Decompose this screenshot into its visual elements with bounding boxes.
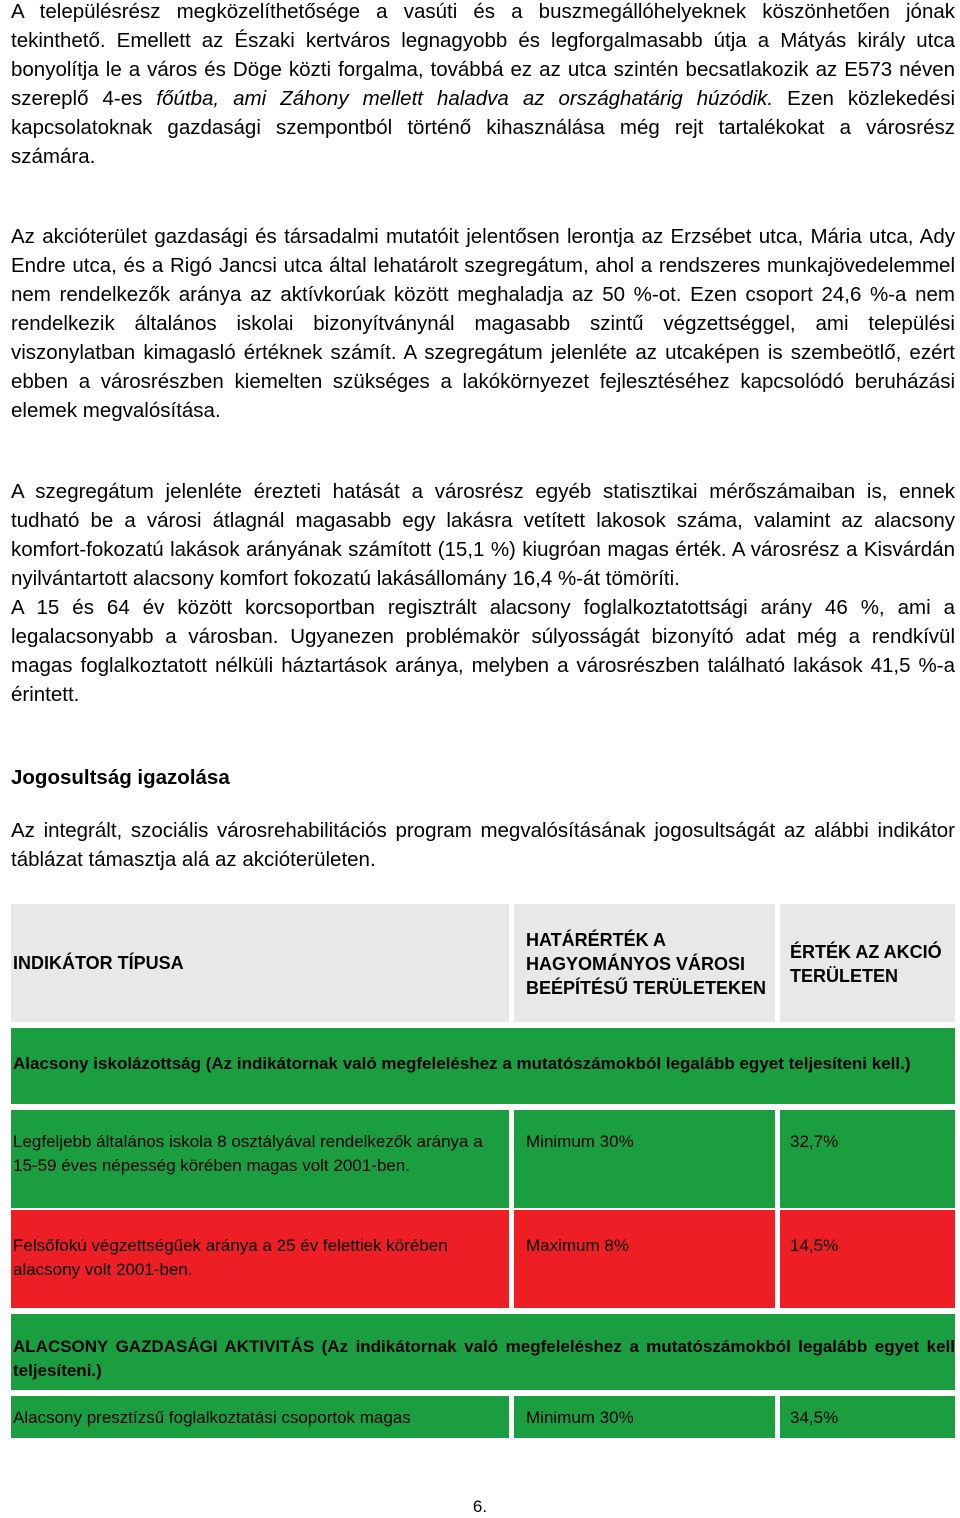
header-value-label: ÉRTÉK AZ AKCIÓTERÜLETEN (790, 942, 942, 986)
paragraph-transport-part-1: A településrész megközelíthetősége a vasúti és a buszmegállóhelyeknek köszönhetően jónak tekinthető. Emellett az Északi kertváros legnagyobb és legforgalmasabb útja a Mátyás király utca bonyolítja le a város és Döge közti forgalma, továbbá ez az utca szintén becsatlakozik az E573 néven szereplő 4-es (11, 0, 955, 110)
section-low-activity-row (11, 1314, 955, 1390)
row1-threshold: Minimum 30% (514, 1110, 775, 1208)
paragraph-transport (11, 0, 955, 171)
table-header-row (11, 904, 955, 1022)
page-number: 6. (472, 1497, 488, 1516)
section-low-activity-title: ALACSONY GAZDASÁGI AKTIVITÁS (Az indikátornak való megfeleléshez a mutatószámokból legalább egyet kell teljesíteni.) (13, 1337, 955, 1380)
paragraph-statistics-block (11, 477, 955, 709)
header-value (780, 904, 955, 1022)
paragraph-employment: A 15 és 64 év között korcsoportban regisztrált alacsony foglalkoztatottsági arány 46 %, ami a legalacsonyabb a városban. Ugyanezen problémakör súlyosságát bizonyító adat még a rendkívül magas foglalkoztatott nélküli háztartások aránya, melyben a városrészben található lakások 41,5 %-a érintett. (11, 596, 955, 706)
section-low-education-row (11, 1028, 955, 1104)
table-row (11, 1396, 955, 1438)
header-indicator-type (11, 904, 509, 1022)
paragraph-eligibility: Az integrált, szociális városrehabilitációs program megvalósításának jogosultságát az alábbi indikátor táblázat támasztja alá az akcióterületen. (11, 819, 955, 871)
section-low-education-title: Alacsony iskolázottság (Az indikátornak való megfeleléshez a mutatószámokból legalább egyet teljesíteni kell.) (13, 1054, 911, 1073)
section-heading: Jogosultság igazolása (11, 766, 230, 789)
paragraph-segregation: Az akcióterület gazdasági és társadalmi mutatóit jelentősen lerontja az Erzsébet utca, Mária utca, Ady Endre utca, és a Rigó Jancsi utca által lehatárolt szegregátum, ahol a rendszeres munkajövedelemmel nem rendelkezők aránya az aktívkorúak között meghaladja az 50 %-ot. Ezen csoport 24,6 %-a nem rendelkezik általános iskolai bizonyítványnál magasabb szintű végzettséggel, ami települési viszonylatban kimagasló értéknek számít. A szegregátum jelenléte az utcaképen is szembeötlő, ezért ebben a városrészben kiemelten szükséges a lakókörnyezet fejlesztéséhez kapcsolódó beruházási elemek megvalósítása. (11, 225, 955, 422)
row2-value: 14,5% (780, 1210, 955, 1308)
table-row (11, 1110, 955, 1208)
row1-value: 32,7% (780, 1110, 955, 1208)
row2-indicator: Felsőfokú végzettségűek aránya a 25 év felettiek körében alacsony volt 2001-ben. (11, 1210, 509, 1308)
row3-threshold: Minimum 30% (514, 1396, 775, 1438)
paragraph-transport-part-3: Ezen közlekedési kapcsolatoknak gazdasági szempontból történő kihasználása még rejt tartalékokat a városrész számára. (11, 87, 955, 168)
paragraph-transport-part-2: főútba, ami Záhony mellett haladva az országhatárig húzódik. (156, 87, 774, 110)
row2-threshold: Maximum 8% (514, 1210, 775, 1308)
header-indicator-type-label: INDIKÁTOR TÍPUSA (13, 953, 184, 973)
header-threshold (514, 904, 775, 1022)
row3-indicator: Alacsony presztízsű foglalkoztatási csoportok magas (11, 1396, 509, 1438)
paragraph-statistics: A szegregátum jelenléte érezteti hatását a városrész egyéb statisztikai mérőszámaiban is, ennek tudható be a városi átlagnál magasabb egy lakásra vetített lakosok száma, valamint az alacsony komfort-fokozatú lakások arányának számított (15,1 %) kiugróan magas érték. A városrész a Kisvárdán nyilvántartott alacsony komfort fokozatú lakásállomány 16,4 %-át tömöríti. (11, 480, 955, 590)
table-row (11, 1210, 955, 1308)
row3-value: 34,5% (780, 1396, 955, 1438)
header-threshold-label: HATÁRÉRTÉK A HAGYOMÁNYOS VÁROSI BEÉPÍTÉSŰ TERÜLETEKEN (526, 930, 767, 998)
row1-indicator: Legfeljebb általános iskola 8 osztályával rendelkezők aránya a 15-59 éves népesség körében magas volt 2001-ben. (11, 1110, 509, 1208)
